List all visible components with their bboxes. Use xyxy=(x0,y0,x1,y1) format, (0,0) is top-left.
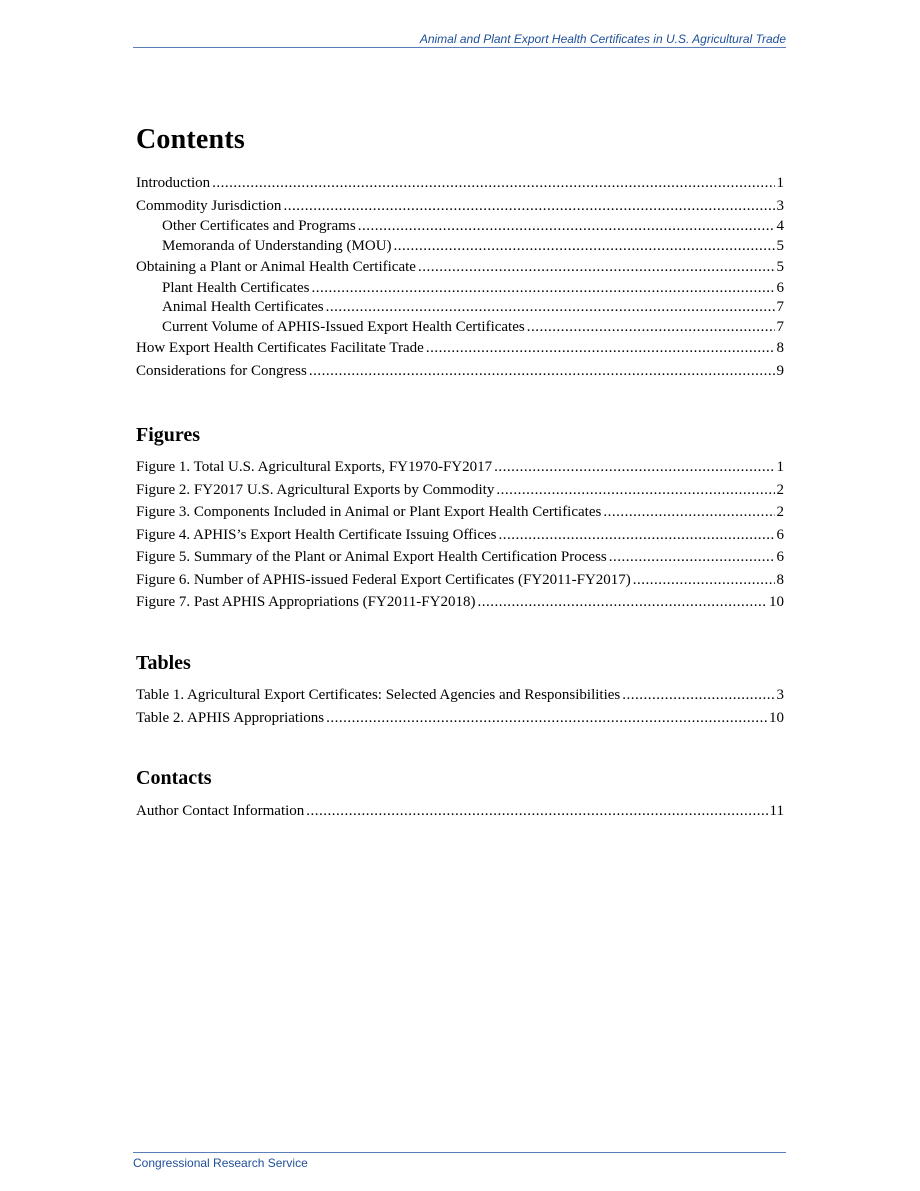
contents-entry-link[interactable] xyxy=(136,217,784,237)
contents-entry-page-number: 5 xyxy=(776,259,784,275)
figure-entry-label: Figure 7. Past APHIS Appropriations (FY2011-FY2018) xyxy=(136,594,476,610)
dot-leader xyxy=(527,318,775,338)
figure-entry-link[interactable] xyxy=(136,479,784,502)
tables-list xyxy=(136,684,784,729)
dot-leader xyxy=(358,217,775,237)
dot-leader xyxy=(309,360,775,383)
contents-entry-label: Considerations for Congress xyxy=(136,362,307,379)
figure-entry-label: Figure 1. Total U.S. Agricultural Exports, FY1970-FY2017 xyxy=(136,459,493,475)
contents-entry-page-number: 7 xyxy=(776,299,784,315)
contents-heading: Contents xyxy=(136,124,245,155)
contents-entry-link[interactable] xyxy=(136,279,784,299)
dot-leader xyxy=(603,501,774,524)
figure-entry-page-number: 6 xyxy=(776,549,784,565)
contents-entry-link[interactable] xyxy=(136,195,784,218)
figure-entry-link[interactable] xyxy=(136,524,784,547)
table-entry-link[interactable] xyxy=(136,684,784,707)
contents-entry-label: Obtaining a Plant or Animal Health Certificate xyxy=(136,259,416,275)
dot-leader xyxy=(326,707,767,730)
dot-leader xyxy=(477,591,767,614)
contents-entry-link[interactable] xyxy=(136,360,784,383)
contents-entry-page-number: 1 xyxy=(776,175,784,191)
dot-leader xyxy=(306,800,767,823)
table-entry-link[interactable] xyxy=(136,707,784,730)
contacts-heading: Contacts xyxy=(136,767,212,789)
contact-entry-link[interactable] xyxy=(136,800,784,823)
tables-heading: Tables xyxy=(136,652,191,674)
contents-entry-link[interactable] xyxy=(136,256,784,279)
contents-entry-link[interactable] xyxy=(136,318,784,338)
contents-entry-label: Current Volume of APHIS-Issued Export Health Certificates xyxy=(162,318,525,335)
figure-entry-link[interactable] xyxy=(136,456,784,479)
contents-entry-label: Plant Health Certificates xyxy=(162,279,310,296)
dot-leader xyxy=(212,172,774,195)
figure-entry-label: Figure 3. Components Included in Animal or Plant Export Health Certificates xyxy=(136,504,602,520)
dot-leader xyxy=(283,195,774,218)
contents-entry-link[interactable] xyxy=(136,298,784,318)
figure-entry-link[interactable] xyxy=(136,546,784,569)
contents-entry-page-number: 8 xyxy=(776,340,784,356)
figure-entry-link[interactable] xyxy=(136,569,784,592)
dot-leader xyxy=(633,569,775,592)
contact-entry-page-number: 11 xyxy=(769,803,784,819)
table-entry-page-number: 10 xyxy=(769,709,784,726)
table-entry-page-number: 3 xyxy=(776,687,784,703)
contents-entry-label: Animal Health Certificates xyxy=(162,299,324,315)
contents-entry-label: Memoranda of Understanding (MOU) xyxy=(162,237,392,254)
contents-entry-page-number: 7 xyxy=(776,318,784,335)
contents-entry-page-number: 5 xyxy=(776,237,784,254)
figures-heading: Figures xyxy=(136,424,201,446)
dot-leader xyxy=(326,298,775,318)
figure-entry-page-number: 8 xyxy=(776,571,784,588)
figure-entry-link[interactable] xyxy=(136,501,784,524)
contents-entry-page-number: 3 xyxy=(776,197,784,214)
running-header: Animal and Plant Export Health Certificates in U.S. Agricultural Trade xyxy=(133,32,786,48)
figure-entry-link[interactable] xyxy=(136,591,784,614)
dot-leader xyxy=(622,684,774,707)
figure-entry-page-number: 2 xyxy=(776,481,784,498)
figures-list xyxy=(136,456,784,614)
contents-entry-link[interactable] xyxy=(136,172,784,195)
dot-leader xyxy=(394,237,775,257)
figure-entry-label: Figure 2. FY2017 U.S. Agricultural Exports by Commodity xyxy=(136,481,495,498)
contacts-list xyxy=(136,800,784,823)
figure-entry-page-number: 10 xyxy=(769,594,784,610)
contents-entry-label: Commodity Jurisdiction xyxy=(136,197,282,214)
figure-entry-label: Figure 4. APHIS’s Export Health Certificate Issuing Offices xyxy=(136,526,497,543)
contents-entry-link[interactable] xyxy=(136,337,784,360)
dot-leader xyxy=(426,337,775,360)
dot-leader xyxy=(499,524,775,547)
contact-entry-label: Author Contact Information xyxy=(136,803,305,819)
table-entry-label: Table 2. APHIS Appropriations xyxy=(136,709,325,726)
figure-entry-page-number: 2 xyxy=(776,504,784,520)
dot-leader xyxy=(418,256,775,279)
figure-entry-page-number: 6 xyxy=(776,526,784,543)
contents-entry-link[interactable] xyxy=(136,237,784,257)
figure-entry-label: Figure 5. Summary of the Plant or Animal Export Health Certification Process xyxy=(136,549,607,565)
dot-leader xyxy=(609,546,775,569)
contents-entry-page-number: 9 xyxy=(776,362,784,379)
figure-entry-page-number: 1 xyxy=(776,459,784,475)
dot-leader xyxy=(311,279,774,299)
contents-entry-label: Introduction xyxy=(136,175,211,191)
table-entry-label: Table 1. Agricultural Export Certificates: Selected Agencies and Responsibilities xyxy=(136,687,621,703)
figure-entry-label: Figure 6. Number of APHIS-issued Federal Export Certificates (FY2011-FY2017) xyxy=(136,571,631,588)
contents-list xyxy=(136,172,784,382)
dot-leader xyxy=(494,456,774,479)
contents-entry-label: How Export Health Certificates Facilitate Trade xyxy=(136,340,424,356)
footer: Congressional Research Service xyxy=(133,1152,786,1170)
contents-entry-page-number: 6 xyxy=(776,279,784,296)
contents-entry-page-number: 4 xyxy=(776,218,784,234)
contents-entry-label: Other Certificates and Programs xyxy=(162,218,356,234)
dot-leader xyxy=(496,479,774,502)
